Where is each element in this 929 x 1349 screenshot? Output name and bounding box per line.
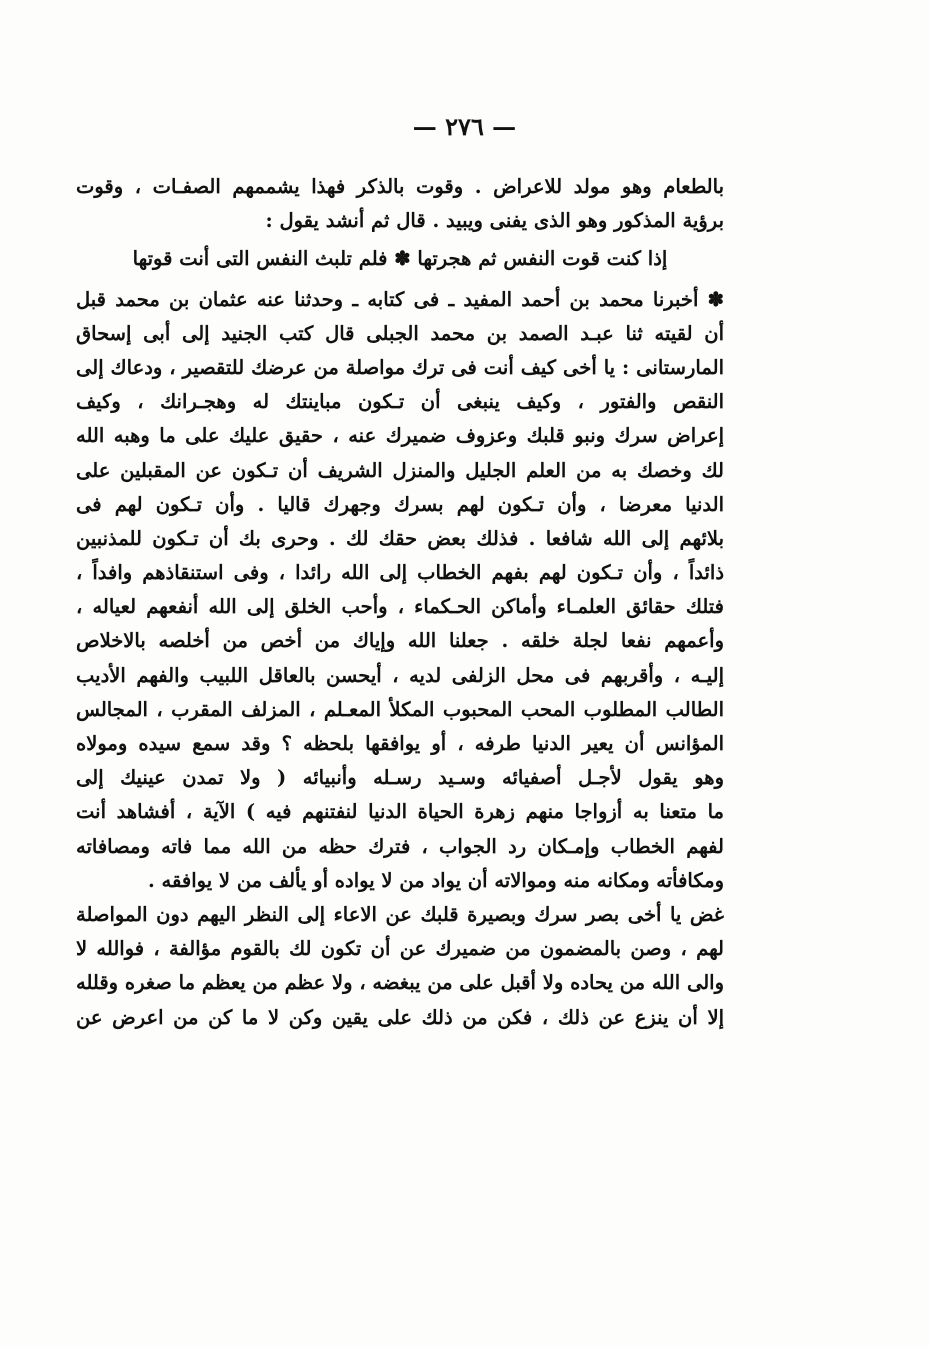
poetry-verse: إذا كنت قوت النفس ثم هجرتها ✽ فلم تلبث النفس التى أنت قوتها <box>132 247 668 271</box>
text-line: ومكافأته ومكانه منه وموالاته أن يواد من لا يواده أو يألف من لا يوافقه . <box>147 868 724 892</box>
text-line: وهو يقول لأجـل أصفيائه وسـيد رسـله وأنبيائه ( ولا تمدن عينيك إلى <box>76 766 724 790</box>
text-line: والى الله من يحاده ولا أقبل على من يبغضه ، ولا عظم من يعظم ما صغره وقلله <box>76 971 724 995</box>
text-line: غض يا أخى بصر سرك وبصيرة قلبك عن الاعاء إلى النظر اليهم دون المواصلة <box>76 902 724 926</box>
text-line: ما متعنا به أزواجا منهم زهرة الحياة الدنيا لنفتنهم فيه ) الآية ، أفشاهد أنت <box>76 800 724 824</box>
page-number: — ٢٧٦ — <box>412 112 517 141</box>
text-line: النقص والفتور ، وكيف ينبغى أن تـكون مباينتك له وهجـرانك ، وكيف <box>76 390 724 414</box>
text-line: لهم ، وصن بالمضمون من ضميرك عن أن تكون لك بالقوم مؤالفة ، فوالله لا <box>76 937 724 961</box>
text-line: إليـه ، وأقربهم فى محل الزلفى لديه ، أيحسن بالعاقل اللبيب والفهم الأديب <box>76 663 724 687</box>
text-line: بلائهم إلى الله شافعا . فذلك بعض حقك لك . وحرى بك أن تـكون للمذنبين <box>76 526 724 550</box>
text-line: لك وخصك به من العلم الجليل والمنزل الشريف أن تـكون عن المقبلين على <box>76 458 724 482</box>
text-line: بالطعام وهو مولد للاعراض . وقوت بالذكر فهذا يشممهم الصفـات ، وقوت <box>76 175 724 198</box>
text-line: فتلك حقائق العلمـاء وأماكن الحـكماء ، وأحب الخلق إلى الله أنفعهم لعياله ، <box>76 595 724 619</box>
text-line: وأعمهم نفعا لجلة خلقه . جعلنا الله وإياك من أخص من أخلصه بالاخلاص <box>76 629 724 653</box>
text-line: ✽ أخبرنا محمد بن أحمد المفيد ـ فى كتابه ـ وحدثنا عنه عثمان بن محمد قبل <box>76 287 724 311</box>
text-line: المؤانس أن يعير الدنيا طرفه ، أو يوافقها بلحظه ؟ وقد سمع سيده ومولاه <box>76 732 724 755</box>
text-line: برؤية المذكور وهو الذى يفنى ويبيد . قال ثم أنشد يقول : <box>265 209 724 233</box>
text-line: الدنيا معرضا ، وأن تـكون لهم بسرك وجهرك قاليا . وأن تـكون لهم فى <box>76 492 724 516</box>
text-line: لفهم الخطاب وإمـكان رد الجواب ، فترك حظه من الله مما فاته ومصافاته <box>76 834 724 858</box>
text-line: أن لقيته ثنا عبـد الصمد بن محمد الجبلى قال كتب الجنيد إلى أبى إسحاق <box>76 321 724 345</box>
text-line: إلا أن ينزع عن ذلك ، فكن من ذلك على يقين وكن لا ما كن من اعرض عن <box>76 1005 724 1029</box>
text-line: ذائداً ، وأن تـكون لهم بفهم الخطاب إلى الله رائدا ، وفى استنقاذهم وافداً ، <box>76 561 724 585</box>
body-text <box>76 170 724 1035</box>
text-line: الطالب المطلوب المحب المحبوب المكلأ المعـلم ، المزلف المقرب ، المجالس <box>76 697 724 721</box>
text-line: إعراض سرك ونبو قلبك وعزوف ضميرك عنه ، حقيق عليك على ما وهبه الله <box>76 424 724 448</box>
text-line: المارستانى : يا أخى كيف أنت فى ترك مواصلة من عرضك للتقصير ، ودعاك إلى <box>76 355 724 379</box>
